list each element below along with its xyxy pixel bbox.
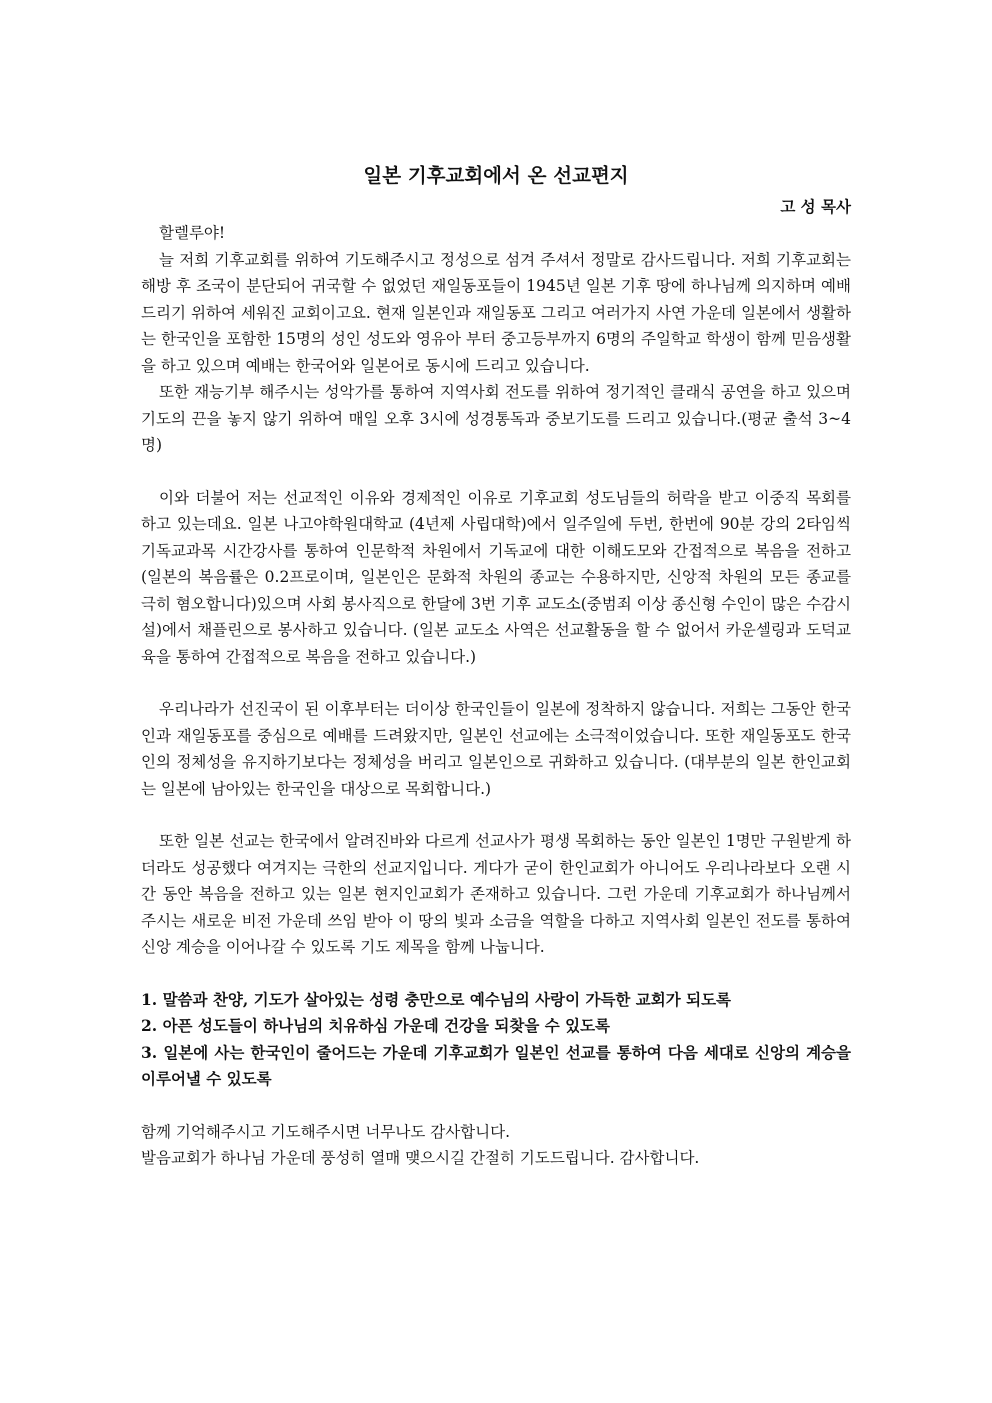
closing-line: 함께 기억해주시고 기도해주시면 너무나도 감사합니다. [141, 1122, 511, 1141]
paragraph-korea: 우리나라가 선진국이 된 이후부터는 더이상 한국인들이 일본에 정착하지 않습니다. 저희는 그동안 한국인과 재일동포를 중심으로 예배를 드려왔지만, 일본인 선교에는 소극적이었습니다. 또한 재일동포도 한국인의 정체성을 유지하기보다는 정체성을 버리고 일본인으로 귀화하고 있습니다. (대부분의 일본 한인교회는 일본에 남아있는 한국인을 대상으로 목회합니다.) [141, 700, 851, 798]
greeting: 할렐루야! [159, 224, 226, 242]
spacer [141, 459, 851, 485]
spacer [141, 961, 851, 987]
paragraph-concerts: 또한 재능기부 해주시는 성악가를 통하여 지역사회 전도를 위하여 정기적인 클래식 공연을 하고 있으며 기도의 끈을 놓지 않기 위하여 매일 오후 3시에 성경통독과 중보기도를 드리고 있습니다.(평균 출석 3~4명) [141, 383, 851, 454]
prayer-item: 3. 일본에 사는 한국인이 줄어드는 가운데 기후교회가 일본인 선교를 통하여 다음 세대로 신앙의 계승을 이루어낼 수 있도록 [141, 1042, 851, 1088]
paragraph-mission: 또한 일본 선교는 한국에서 알려진바와 다르게 선교사가 평생 목회하는 동안 일본인 1명만 구원받게 하더라도 성공했다 여겨지는 극한의 선교지입니다. 게다가 굳이 한인교회가 아니어도 우리나라보다 오랜 시간 동안 복음을 전하고 있는 일본 현지인교회가 존재하고 있습니다. 그런 가운데 기후교회가 하나님께서 주시는 새로운 비전 가운데 쓰임 받아 이 땅의 빛과 소금을 역할을 다하고 지역사회 일본인 전도를 통하여 신앙 계승을 이어나갈 수 있도록 기도 제목을 함께 나눕니다. [141, 832, 851, 956]
paragraph-intro: 늘 저희 기후교회를 위하여 기도해주시고 정성으로 섬겨 주셔서 정말로 감사드립니다. 저희 기후교회는 해방 후 조국이 분단되어 귀국할 수 없었던 재일동포들이 1945년 일본 기후 땅에 하나님께 의지하며 예배드리기 위하여 세워진 교회이고요. 현재 일본인과 재일동포 그리고 여러가지 사연 가운데 일본에서 생활하는 한국인을 포함한 15명의 성인 성도와 영유아 부터 중고등부까지 6명의 주일학교 학생이 함께 믿음생활을 하고 있으며 예배는 한국어와 일본어로 동시에 드리고 있습니다. [141, 250, 851, 375]
prayer-item: 2. 아픈 성도들이 하나님의 치유하심 가운데 건강을 되찾을 수 있도록 [141, 1016, 611, 1035]
letter-title: 일본 기후교회에서 온 선교편지 [363, 164, 629, 187]
spacer [141, 670, 851, 696]
prayer-item: 1. 말씀과 찬양, 기도가 살아있는 성령 충만으로 예수님의 사랑이 가득한 교회가 되도록 [141, 989, 732, 1009]
spacer [141, 802, 851, 828]
paragraph-bivocational: 이와 더불어 저는 선교적인 이유와 경제적인 이유로 기후교회 성도님들의 허락을 받고 이중직 목회를 하고 있는데요. 일본 나고야학원대학교 (4년제 사립대학)에서 일주일에 두번, 한번에 90분 강의 2타임씩 기독교과목 시간강사를 통하여 인문학적 차원에서 기독교에 대한 이해도모와 간접적으로 복음을 전하고(일본의 복음률은 0.2프로이며, 일본인은 문화적 차원의 종교는 수용하지만, 신앙적 차원의 모든 종교를 극히 혐오합니다)있으며 사회 봉사직으로 한달에 3번 기후 교도소(중범죄 이상 종신형 수인이 많은 수감시설)에서 채플린으로 봉사하고 있습니다. (일본 교도소 사역은 선교활동을 할 수 없어서 카운셀링과 도덕교육을 통하여 간접적으로 복음을 전하고 있습니다.) [141, 488, 851, 666]
prayer-list [141, 987, 851, 1093]
spacer [141, 1093, 851, 1119]
closing-line: 발음교회가 하나님 가운데 풍성히 열매 맺으시길 간절히 기도드립니다. 감사합니다. [141, 1149, 700, 1167]
author-line: 고 성 목사 [780, 197, 851, 216]
